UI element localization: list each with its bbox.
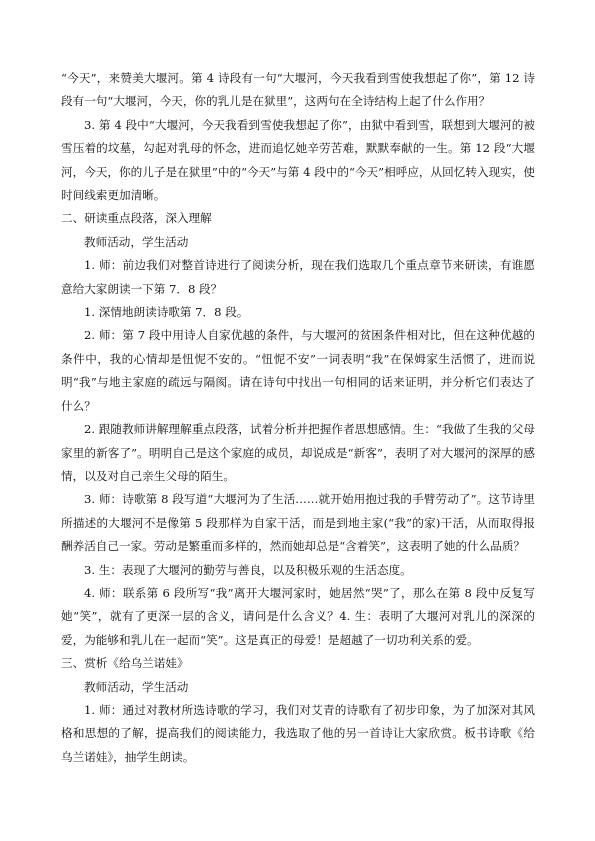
paragraph-teacher-1: 1. 师：前边我们对整首诗进行了阅读分析，现在我们选取几个重点章节来研读，有谁愿意给大家朗读一下第 7．8 段？ <box>61 258 535 296</box>
paragraph-question-continuation: “今天”，来赞美大堰河。第 4 诗段有一句“大堰河，今天我看到雪使我想起了你”，第 12 诗段有一句“大堰河，今天，你的乳儿是在狱里”，这两句在全诗结构上起了什么作用？ <box>61 71 535 109</box>
paragraph-teacher-2: 2. 师：第 7 段中用诗人自家优越的条件，与大堰河的贫困条件相对比，但在这种优越的条件中，我的心情却是忸怩不安的。“忸怩不安”一词表明“我”在保姆家生活惯了，进而说明“我”与地主家庭的疏远与隔阂。请在诗句中找出一句相同的话来证明，并分析它们表达了什么？ <box>61 328 535 413</box>
paragraph-student-1: 1. 深情地朗读诗歌第 7．8 段。 <box>84 305 249 320</box>
activity-label-2: 教师活动，学生活动 <box>84 679 189 694</box>
paragraph-teacher-student-4: 4. 师：联系第 6 段所写“我”离开大堰河家时，她居然“哭”了，那么在第 8 段中反复写她“笑”，就有了更深一层的含义，请问是什么含义？4. 生：表明了大堰河对乳儿的深深的爱，为能够和乳儿在一起而“笑”。这是真正的母爱！是超越了一切功利关系的爱。 <box>61 585 535 647</box>
activity-label: 教师活动，学生活动 <box>84 234 189 249</box>
document-page <box>61 67 535 769</box>
paragraph-teacher-1b: 1. 师：通过对教材所选诗歌的学习，我们对艾青的诗歌有了初步印象，为了加深对其风格和思想的了解，提高我们的阅读能力，我选取了他的另一首诗让大家欣赏。板书诗歌《给乌兰诺娃》，抽学生朗读。 <box>61 702 535 764</box>
paragraph-teacher-3: 3. 师：诗歌第 8 段写道“大堰河为了生活……就开始用抱过我的手臂劳动了”。这节诗里所描述的大堰河不是像第 5 段那样为自家干活，而是到地主家(“我”的家)干活，从而取得报酬养活自己一家。劳动是繁重而多样的，然而她却总是“含着笑”，这表明了她的什么品质？ <box>61 492 535 554</box>
section-heading-3: 三、赏析《给乌兰诺娃》 <box>61 656 189 671</box>
paragraph-student-2: 2. 跟随教师讲解理解重点段落，试着分析并把握作者思想感情。生：“我做了生我的父母家里的新客了”。明明自己是这个家庭的成员，却说成是“新客”，表明了对大堰河的深厚的感情，以及对自己亲生父母的陌生。 <box>61 422 535 483</box>
section-heading-2: 二、研读重点段落，深入理解 <box>61 211 212 226</box>
paragraph-answer-3: 3. 第 4 段中“大堰河，今天我看到雪使我想起了你”，由狱中看到雪，联想到大堰河的被雪压着的坟墓，勾起对乳母的怀念，进而追忆她辛劳苦难，默默奉献的一生。第 12 段“大堰河，今天，你的儿子是在狱里”中的“今天”与第 4 段中的“今天”相呼应，从回忆转入现实，使时间线索更加清晰。 <box>61 117 535 203</box>
paragraph-student-3: 3. 生：表现了大堰河的勤劳与善良，以及积极乐观的生活态度。 <box>84 562 412 577</box>
